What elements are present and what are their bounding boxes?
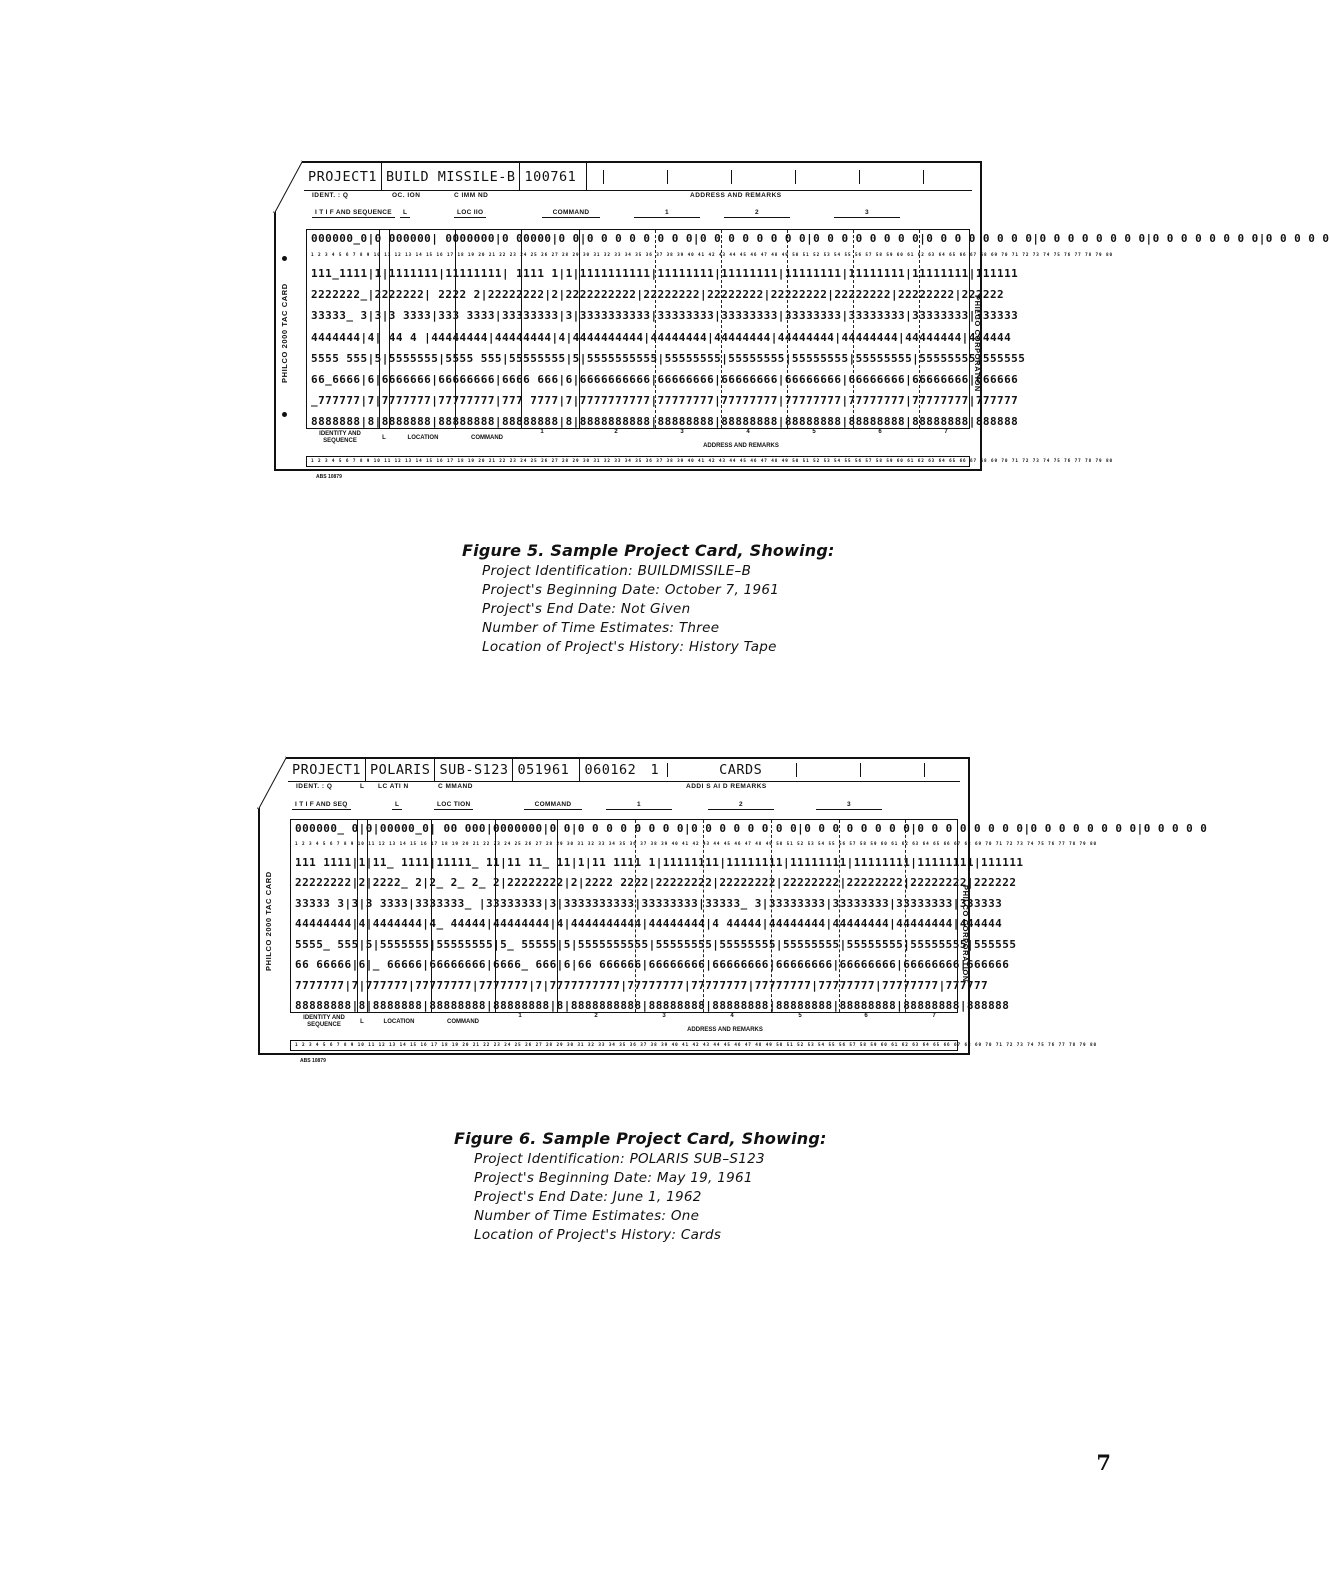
side-label-right: PHILCO CORPORATION: [961, 884, 970, 982]
caption-line: Location of Project's History: Cards: [474, 1227, 722, 1243]
figure-5-caption: [462, 541, 835, 655]
field-label: C MMAND: [438, 783, 473, 790]
field-label: LC ATI N: [378, 783, 409, 790]
footer-label: L: [360, 1019, 364, 1025]
digit-row: 7777777|7|777777|77777777|7777777|7|7777777777|77777777|77777777|77777777|77777777|77777777|777777: [295, 978, 989, 992]
header-divider: [667, 763, 669, 777]
caption-line: Project's Beginning Date: October 7, 1961: [482, 582, 780, 598]
footer-label: 3: [680, 429, 684, 435]
field-label: IDENT. : Q: [296, 783, 333, 790]
digit-row: 111 1111|1|11_ 1111|11111_ 11|11 11_ 11|1|11 1111 1|11111111|11111111|11111111|11111111|11111111|111111: [295, 855, 1024, 869]
card-footer-labels: [306, 429, 970, 457]
digit-row: 33333 3|3|3 3333|3333333_ |33333333|3|3333333333|33333333|33333_ 3|33333333|33333333|33333333|333333: [295, 896, 1003, 910]
header-divider: [603, 170, 605, 184]
footer-label: L: [382, 435, 386, 441]
footer-label: IDENTITY AND SEQUENCE: [303, 1015, 345, 1028]
footer-label: LOCATION: [383, 1019, 415, 1025]
footer-column-numbers: 1 2 3 4 5 6 7 8 9 10 11 12 13 14 15 16 17 18 19 20 21 22 23 24 25 26 27 28 29 30 31 32 33 34 35 36 37 38 39 40 41 42 43 44 45 46 47 48 49 50 51 52 53 54 55 56 57 58 59 60 61 62 63 64 65 66 67 68 69 70 71 72 73 74 75 76 77 78 79 80: [290, 1040, 958, 1051]
column-number-row: 1 2 3 4 5 6 7 8 9 10 11 12 13 14 15 16 17 18 19 20 21 22 23 24 25 26 27 28 29 30 31 32 33 34 35 36 37 38 39 40 41 42 43 44 45 46 47 48 49 50 51 52 53 54 55 56 57 58 59 60 61 62 63 64 65 66 67 68 69 70 71 72 73 74 75 76 77 78 79 80: [295, 842, 1097, 848]
digit-row: 111_1111|1|1111111|11111111| 1111 1|1|1111111111|11111111|11111111|11111111|11111111|11111111|111111: [311, 267, 1019, 281]
field-label: ADDRESS AND REMARKS: [690, 192, 782, 199]
footer-label: COMMAND: [447, 1019, 479, 1025]
header-field: 060162: [584, 762, 637, 778]
caption-line: Project's End Date: Not Given: [482, 601, 691, 617]
digit-row: 5555_ 555|5|5555555|55555555|5_ 55555|5|5555555555|55555555|55555555|55555555|55555555|55555555|555555: [295, 937, 1017, 951]
field-label: LOC TION: [434, 801, 473, 810]
digit-row: 44444444|4|4444444|4_ 44444|44444444|4|4444444444|44444444|4 44444|44444444|44444444|44444444|444444: [295, 917, 1003, 931]
header-divider: [860, 763, 862, 777]
header-field: CARDS: [719, 762, 763, 778]
footer-label: 6: [864, 1013, 868, 1019]
card-corner-cut: [274, 161, 304, 213]
digit-row: 33333_ 3|3|3 3333|333 3333|33333333|3|3333333333|33333333|33333333|33333333|33333333|33333333|333333: [311, 309, 1019, 323]
field-label: L: [392, 801, 402, 810]
punch-card-figure-6: [258, 757, 1208, 1064]
field-label: ADDI S AI D REMARKS: [686, 783, 767, 790]
field-label: I T I F AND SEQUENCE: [312, 209, 395, 218]
header-divider: [731, 170, 733, 184]
field-label: OC. ION: [392, 192, 421, 199]
header-divider: [796, 763, 798, 777]
footer-label: 6: [878, 429, 882, 435]
field-label: 1: [634, 209, 700, 218]
form-number: ABS 10879: [300, 1058, 326, 1064]
caption-line: Project's Beginning Date: May 19, 1961: [474, 1170, 753, 1186]
form-number: ABS 10879: [316, 474, 342, 480]
footer-label: 2: [614, 429, 618, 435]
field-label: 3: [816, 801, 882, 810]
figure-6-caption: [454, 1129, 827, 1243]
field-label: COMMAND: [524, 801, 582, 810]
field-label: L: [360, 783, 365, 790]
footer-label: 7: [944, 429, 948, 435]
footer-label: 7: [932, 1013, 936, 1019]
card-dot: [282, 256, 287, 261]
header-divider: [923, 170, 925, 184]
field-label: 1: [606, 801, 672, 810]
column-number-row: 1 2 3 4 5 6 7 8 9 10 11 12 13 14 15 16 17 18 19 20 21 22 23 24 25 26 27 28 29 30 31 32 33 34 35 36 37 38 39 40 41 42 43 44 45 46 47 48 49 50 51 52 53 54 55 56 57 58 59 60 61 62 63 64 65 66 67 68 69 70 71 72 73 74 75 76 77 78 79 80: [311, 253, 1113, 259]
footer-label: 1: [518, 1013, 522, 1019]
digit-row: 2222222_|2222222| 2222 2|22222222|2|2222222222|22222222|22222222|22222222|22222222|22222222|222222: [311, 288, 1005, 302]
caption-line: Project Identification: POLARIS SUB–S123: [474, 1151, 765, 1167]
card-footer-labels: [290, 1013, 958, 1041]
digit-row: 4444444|4| 44 4 |44444444|44444444|4|4444444444|44444444|44444444|44444444|44444444|44444444|444444: [311, 330, 1012, 344]
page-number: 7: [1096, 1450, 1111, 1475]
side-label-left: PHILCO 2000 TAC CARD: [264, 871, 273, 971]
footer-label: 1: [540, 429, 544, 435]
caption-line: Project's End Date: June 1, 1962: [474, 1189, 702, 1205]
field-labels: [304, 190, 972, 202]
footer-label: LOCATION: [407, 435, 439, 441]
header-field: PROJECT1: [304, 163, 382, 190]
footer-label: 3: [662, 1013, 666, 1019]
field-label: 3: [834, 209, 900, 218]
field-labels-second: [288, 799, 908, 813]
field-label: 2: [708, 801, 774, 810]
footer-label: 5: [812, 429, 816, 435]
field-labels-second: [304, 207, 920, 221]
caption-line: Number of Time Estimates: Three: [482, 620, 720, 636]
digit-row: _777777|7|7777777|77777777|777 7777|7|7777777777|77777777|77777777|77777777|77777777|77777777|777777: [311, 393, 1019, 407]
card-header: [288, 759, 960, 782]
field-labels: [288, 781, 960, 793]
field-label: C IMM ND: [454, 192, 489, 199]
digit-row: 000000_0|0 000000| 0000000|0 00000|0 0|0 0 0 0 0 0 0 0|0 0 0 0 0 0 0 0|0 0 0 0 0 0 0 0|0 0 0 0 0 0 0 0|0 0 0 0 0 0 0 0|0 0 0 0 0 0 0 0|0 0 0 0 0: [311, 232, 1329, 245]
card-dot: [282, 412, 287, 417]
header-divider: [667, 170, 669, 184]
footer-label: 4: [746, 429, 750, 435]
digit-row: 8888888|8|8888888|88888888|88888888|8|8888888888|88888888|88888888|88888888|88888888|88888888|888888: [311, 414, 1019, 428]
header-field: 1: [650, 762, 660, 778]
footer-label: COMMAND: [471, 435, 503, 441]
header-divider: [795, 170, 797, 184]
footer-label: ADDRESS AND REMARKS: [703, 443, 779, 449]
header-field: 051961: [513, 759, 580, 781]
digit-row: 5555 555|5|5555555|5555 555|55555555|5|5555555555|55555555|55555555|55555555|55555555|55555555|555555: [311, 351, 1026, 365]
digit-row: 22222222|2|2222_ 2|2_ 2_ 2_ 2|22222222|2|2222 2222|22222222|22222222|22222222|22222222|22222222|222222: [295, 876, 1017, 890]
side-label-left: PHILCO 2000 TAC CARD: [280, 283, 289, 383]
side-label-right: PHILCO CORPORATION: [973, 294, 982, 392]
footer-label: IDENTITY AND SEQUENCE: [319, 431, 361, 444]
footer-column-numbers: 1 2 3 4 5 6 7 8 9 10 11 12 13 14 15 16 17 18 19 20 21 22 23 24 25 26 27 28 29 30 31 32 33 34 35 36 37 38 39 40 41 42 43 44 45 46 47 48 49 50 51 52 53 54 55 56 57 58 59 60 61 62 63 64 65 66 67 68 69 70 71 72 73 74 75 76 77 78 79 80: [306, 456, 970, 467]
header-field: 100761: [520, 163, 587, 190]
header-divider: [924, 763, 926, 777]
field-label: LOC IIO: [454, 209, 486, 218]
card-header: [304, 163, 972, 191]
figure-title: Figure 6. Sample Project Card, Showing:: [454, 1129, 827, 1148]
punch-card-figure-5: [274, 161, 1329, 480]
field-label: L: [400, 209, 410, 218]
footer-label: 4: [730, 1013, 734, 1019]
field-label: IDENT. : Q: [312, 192, 349, 199]
figure-title: Figure 5. Sample Project Card, Showing:: [462, 541, 835, 560]
field-label: 2: [724, 209, 790, 218]
caption-line: Project Identification: BUILDMISSILE–B: [482, 563, 752, 579]
caption-line: Number of Time Estimates: One: [474, 1208, 700, 1224]
header-divider: [859, 170, 861, 184]
header-field: POLARIS: [366, 759, 435, 781]
digit-row: 000000_ 0|0|00000_0| 00 000|0000000|0 0|0 0 0 0 0 0 0 0|0 0 0 0 0 0 0 0|0 0 0 0 0 0 0 0|0 0 0 0 0 0 0 0|0 0 0 0 0 0 0 0|0 0 0 0 0: [295, 822, 1208, 835]
footer-label: ADDRESS AND REMARKS: [687, 1027, 763, 1033]
footer-label: 5: [798, 1013, 802, 1019]
caption-line: Location of Project's History: History Tape: [482, 639, 777, 655]
field-label: I T I F AND SEQ: [292, 801, 351, 810]
header-field: BUILD MISSILE-B: [382, 163, 520, 190]
field-label: COMMAND: [542, 209, 600, 218]
digit-row: 66 66666|6|_ 66666|66666666|6666_ 666|6|66 666666|66666666|66666666|66666666|66666666|66666666|666666: [295, 958, 1010, 972]
digit-row: 66_6666|6|6666666|66666666|6666 666|6|6666666666|66666666|66666666|66666666|66666666|66666666|666666: [311, 372, 1019, 386]
header-field: SUB-S123: [435, 759, 513, 781]
digit-row: 88888888|8|8888888|88888888|88888888|8|8888888888|88888888|88888888|88888888|88888888|88888888|888888: [295, 998, 1010, 1012]
footer-label: 2: [594, 1013, 598, 1019]
card-corner-cut: [258, 757, 288, 809]
header-field: PROJECT1: [288, 759, 366, 781]
